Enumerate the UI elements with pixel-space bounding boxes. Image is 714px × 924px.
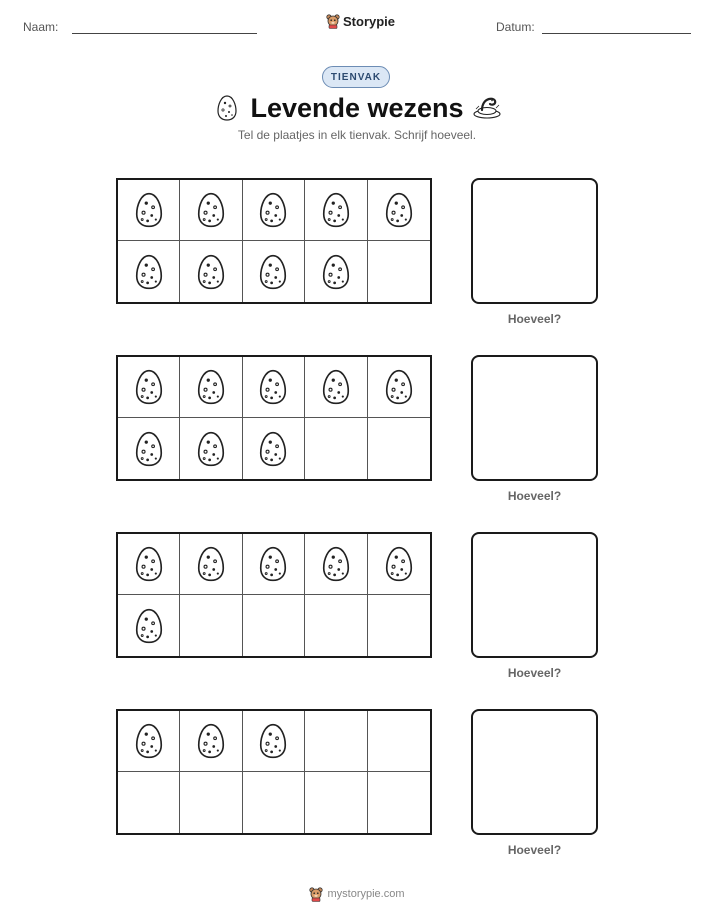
answer-box-3[interactable] — [471, 532, 598, 658]
answer-box-2[interactable] — [471, 355, 598, 481]
bear-icon — [326, 13, 340, 29]
brand-name: Storypie — [343, 13, 396, 29]
ten-frame-cell — [180, 534, 242, 595]
ten-frame-cell — [243, 418, 305, 479]
ten-frame-cell — [118, 418, 180, 479]
ten-frame-cell — [368, 241, 430, 302]
ten-frame-cell — [368, 534, 430, 595]
bear-icon — [309, 886, 323, 902]
ten-frame-4 — [116, 709, 432, 835]
egg-icon — [321, 367, 351, 407]
egg-icon — [134, 367, 164, 407]
ten-frame-cell — [243, 772, 305, 833]
egg-icon — [321, 190, 351, 230]
ten-frame-cell — [305, 357, 367, 418]
name-line[interactable] — [72, 33, 257, 34]
footer-url: mystorypie.com — [327, 888, 405, 900]
ten-frame-cell — [305, 772, 367, 833]
date-label: Datum: — [496, 20, 535, 34]
ten-frame-cell — [118, 711, 180, 772]
egg-icon — [384, 367, 414, 407]
egg-icon — [134, 252, 164, 292]
egg-icon — [258, 252, 288, 292]
egg-icon — [258, 190, 288, 230]
ten-frame-cell — [243, 357, 305, 418]
footer — [0, 886, 714, 902]
ten-frame-cell — [243, 241, 305, 302]
ten-frame-cell — [368, 595, 430, 656]
ten-frame-cell — [118, 772, 180, 833]
egg-icon — [196, 429, 226, 469]
ten-frame-cell — [368, 357, 430, 418]
answer-label-2: Hoeveel? — [507, 489, 562, 503]
ten-frame-cell — [180, 595, 242, 656]
egg-icon — [321, 544, 351, 584]
ten-frame-cell — [305, 711, 367, 772]
ten-frame-cell — [180, 180, 242, 241]
ten-frame-cell — [180, 772, 242, 833]
egg-icon — [384, 190, 414, 230]
name-label: Naam: — [23, 20, 59, 34]
egg-icon — [134, 429, 164, 469]
ten-frame-2 — [116, 355, 432, 481]
ten-frame-cell — [305, 180, 367, 241]
egg-icon — [196, 721, 226, 761]
egg-icon — [134, 544, 164, 584]
egg-icon — [196, 544, 226, 584]
ten-frame-cell — [180, 418, 242, 479]
ten-frame-cell — [305, 595, 367, 656]
egg-icon — [134, 190, 164, 230]
answer-label-4: Hoeveel? — [507, 843, 562, 857]
snake-icon — [472, 95, 502, 119]
ten-frame-cell — [305, 418, 367, 479]
ten-frame-cell — [180, 241, 242, 302]
ten-frame-cell — [118, 180, 180, 241]
egg-icon — [196, 252, 226, 292]
ten-frame-cell — [243, 711, 305, 772]
egg-icon — [321, 252, 351, 292]
ten-frame-3 — [116, 532, 432, 658]
ten-frame-cell — [243, 595, 305, 656]
egg-icon — [258, 367, 288, 407]
answer-box-1[interactable] — [471, 178, 598, 304]
brand-logo — [326, 13, 395, 29]
ten-frame-cell — [243, 180, 305, 241]
ten-frame-cell — [305, 241, 367, 302]
ten-frame-cell — [118, 357, 180, 418]
worksheet-type-badge: TIENVAK — [322, 66, 390, 88]
ten-frame-cell — [368, 180, 430, 241]
ten-frame-cell — [368, 418, 430, 479]
ten-frame-cell — [180, 711, 242, 772]
egg-icon — [258, 429, 288, 469]
date-line[interactable] — [542, 33, 691, 34]
answer-label-3: Hoeveel? — [507, 666, 562, 680]
egg-icon — [196, 190, 226, 230]
egg-icon — [258, 721, 288, 761]
ten-frame-1 — [116, 178, 432, 304]
instructions: Tel de plaatjes in elk tienvak. Schrijf hoeveel. — [237, 128, 477, 142]
ten-frame-cell — [118, 595, 180, 656]
answer-label-1: Hoeveel? — [507, 312, 562, 326]
egg-icon — [134, 721, 164, 761]
egg-icon — [134, 606, 164, 646]
page-title: Levende wezens — [250, 93, 464, 123]
ten-frame-cell — [305, 534, 367, 595]
ten-frame-cell — [180, 357, 242, 418]
ten-frame-cell — [118, 241, 180, 302]
ten-frame-cell — [118, 534, 180, 595]
egg-icon — [196, 367, 226, 407]
ten-frame-cell — [243, 534, 305, 595]
egg-icon — [384, 544, 414, 584]
egg-icon — [258, 544, 288, 584]
ten-frame-cell — [368, 772, 430, 833]
ten-frame-cell — [368, 711, 430, 772]
answer-box-4[interactable] — [471, 709, 598, 835]
